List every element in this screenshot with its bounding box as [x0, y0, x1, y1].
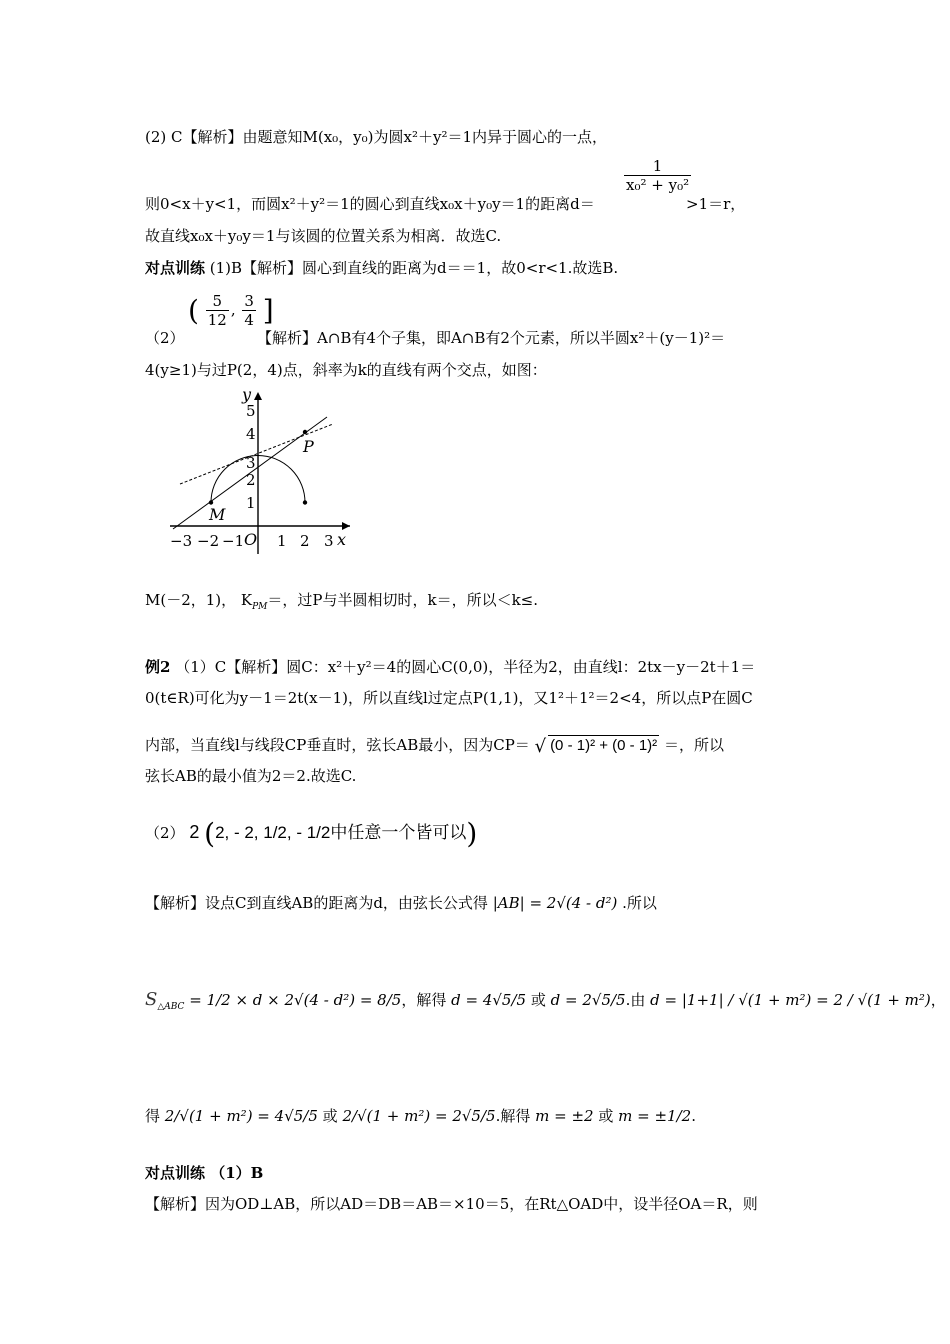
solve-word-2: .解得: [495, 1107, 531, 1125]
m-value-1: m = ±2: [535, 1107, 594, 1125]
p5-line2: 【解析】因为OD⊥AB，所以AD＝DB＝AB＝×10＝5，在Rt△OAD中，设半径OA＝R，则: [145, 1195, 758, 1213]
point-m-label: M: [209, 505, 226, 524]
answer-set: 2, - 2, 1/2, - 1/2中任意一个皆可以: [215, 823, 467, 842]
distance-fraction-num: 1: [624, 157, 691, 176]
ans-num1: 5: [206, 292, 229, 311]
p2-line2: 【解析】A∩B有4个子集，即A∩B有2个元素，所以半圆x²＋(y－1)²＝: [257, 329, 726, 347]
p2-label: 对点训练: [145, 259, 206, 277]
p2-line4-text: M(－2，1)， K: [145, 591, 253, 609]
p2-line4-rest: ＝，过P与半圆相切时，k＝，所以＜k≤.: [267, 591, 539, 609]
p3-line5: [145, 817, 478, 850]
p3-line6: [145, 893, 657, 913]
axis-x-label: x: [337, 530, 347, 549]
by-word: .由: [625, 991, 646, 1009]
y-tick-3: 3: [246, 454, 256, 472]
x-tick-neg1: −1: [222, 532, 245, 550]
semicircle-graph: [160, 386, 360, 556]
axis-y-label: y: [242, 386, 252, 404]
x-tick-3: 3: [324, 532, 334, 550]
p3-line4: 弦长AB的最小值为2＝2.故选C.: [145, 767, 357, 785]
p3-line3-rest: ＝，所以: [663, 736, 724, 754]
period: .: [691, 1107, 696, 1125]
paren-left: (: [188, 294, 199, 327]
p1-line2b: >1＝r，: [686, 195, 746, 213]
p2-line1-text: (1)B【解析】圆心到直线的距离为d＝＝1，故0<r<1.故选B.: [205, 259, 619, 277]
p3-line6-text: 【解析】设点C到直线AB的距离为d，由弦长公式得: [145, 894, 488, 912]
comma: ，: [930, 991, 946, 1009]
distance-fraction-den: x₀² + y₀²: [626, 176, 690, 194]
y-tick-1: 1: [246, 494, 256, 512]
kpm-subscript: PM: [252, 602, 268, 612]
p3-line1: [145, 657, 755, 677]
m-value-2: m = ±1/2: [618, 1107, 692, 1125]
p1-line1: (2) C【解析】由题意知M(x₀，y₀)为圆x²＋y²＝1内异于圆心的一点，: [145, 128, 608, 146]
paren-left-2: (: [204, 817, 216, 850]
equation-1: 2/√(1 + m²) = 4√5/5: [164, 1107, 318, 1125]
y-tick-2: 2: [246, 471, 256, 489]
x-tick-1: 1: [277, 532, 287, 550]
x-tick-2: 2: [300, 532, 310, 550]
x-tick-neg3: −3: [170, 532, 193, 550]
d-value-1: d = 4√5/5: [451, 991, 527, 1009]
area-equation: = 1/2 × d × 2√(4 - d²) = 8/5: [189, 991, 402, 1009]
ans-den2: 4: [244, 311, 254, 329]
d-value-2: d = 2√5/5: [550, 991, 626, 1009]
p4-line2: [145, 1106, 696, 1126]
p3-line3: [145, 735, 724, 757]
paren-right: ]: [262, 294, 274, 327]
p5-line1: 对点训练 （1）B: [145, 1164, 264, 1182]
or-word-1: 或: [530, 991, 546, 1009]
p3-line5-num: 2: [189, 822, 200, 842]
point-p-label: P: [303, 437, 314, 456]
p2-line4: [145, 590, 538, 617]
cp-sqrt: (0 - 1)² + (0 - 1)²: [550, 737, 658, 754]
y-tick-labels: [246, 402, 256, 512]
example2-label: 例2: [145, 658, 171, 676]
p1-line3: 故直线x₀x＋y₀y＝1与该圆的位置关系为相离．故选C.: [145, 227, 502, 245]
d-formula: d = |1+1| / √(1 + m²) = 2 / √(1 + m²): [650, 991, 931, 1009]
p2-line3: 4(y≥1)与过P(2，4)点，斜率为k的直线有两个交点，如图：: [145, 361, 547, 379]
ans-num2: 3: [244, 292, 254, 310]
x-tick-neg2: −2: [197, 532, 220, 550]
solve-word: ，解得: [401, 991, 447, 1009]
p3-line1-text: （1）C【解析】圆C：x²＋y²＝4的圆心C(0,0)，半径为2，由直线l：2tx－y－2t＋1＝: [170, 658, 756, 676]
p4-line1: [145, 990, 946, 1017]
p2-prefix: （2）: [145, 329, 185, 347]
y-tick-5: 5: [246, 402, 256, 420]
distance-fraction: [624, 157, 691, 194]
paren-right-2: ): [466, 817, 478, 850]
interval-answer: ( $\frac{5}{12}$ , $\frac{3}{4}$ ]: [188, 292, 274, 329]
origin-label: O: [244, 530, 258, 549]
or-word-3: 或: [598, 1107, 614, 1125]
p3-line6-end: .所以: [622, 894, 657, 912]
or-word-2: 或: [322, 1107, 338, 1125]
equation-2: 2/√(1 + m²) = 2√5/5: [342, 1107, 496, 1125]
chord-formula: |AB| = 2√(4 - d²): [492, 894, 618, 912]
p3-line3-text: 内部，当直线l与线段CP垂直时，弦长AB最小，因为CP＝: [145, 736, 530, 754]
get-word: 得: [145, 1107, 161, 1125]
p3-line2: 0(t∈R)可化为y－1＝2t(x－1)，所以直线l过定点P(1,1)，又1²＋1²＝2<4，所以点P在圆C: [145, 689, 753, 707]
p3-line5-prefix: （2）: [145, 824, 185, 842]
area-s: S: [145, 989, 158, 1010]
p1-line2a: 则0<x＋y<1，而圆x²＋y²＝1的圆心到直线x₀x＋y₀y＝1的距离d＝: [145, 195, 595, 213]
area-sub: △ABC: [157, 1002, 185, 1012]
y-tick-4: 4: [246, 425, 256, 443]
sqrt-sign: √: [534, 736, 547, 757]
p2-line1: [145, 258, 618, 278]
ans-den1: 12: [207, 311, 227, 329]
